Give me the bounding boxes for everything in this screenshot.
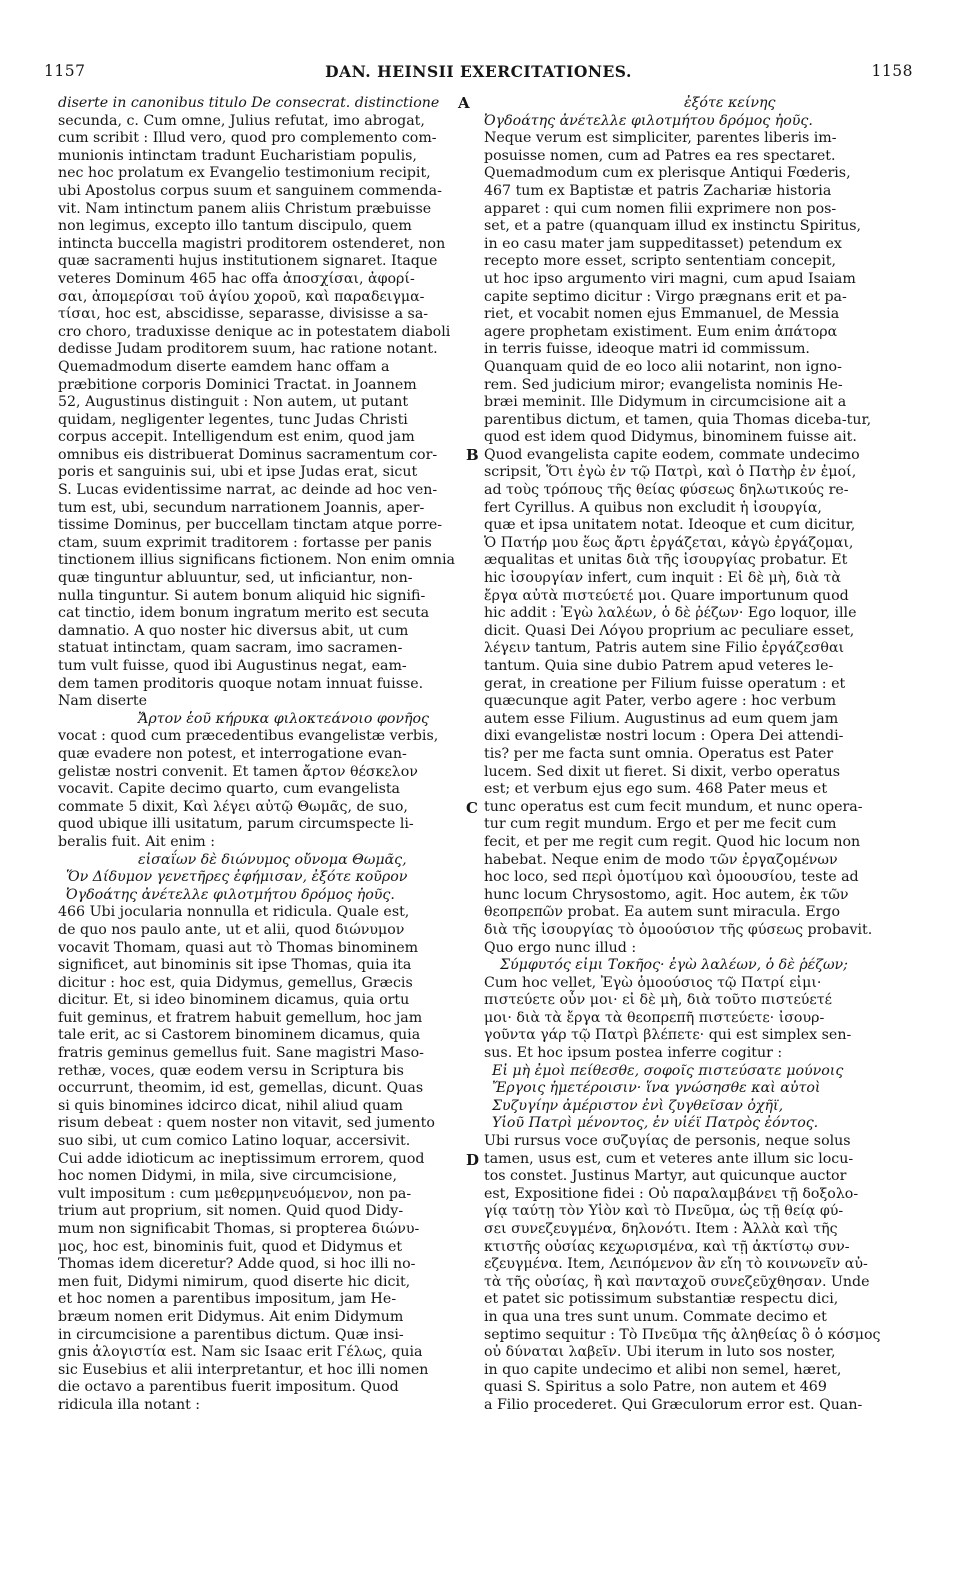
text-line: hoc loco, sed περὶ ὁμοτίμου καὶ ὁμοουσίου, teste ad (484, 869, 859, 886)
text-line: 467 tum ex Baptistæ et patris Zachariæ historia (484, 182, 832, 199)
text-line: fert Cyrillus. A quibus non excludit ἡ ἰσουργία, (484, 499, 822, 516)
text-line: Εἰ μὴ ἐμοὶ πείθεσθε, σοφοῖς πιστεύσατε μούνοις (492, 1062, 844, 1079)
text-line: μος, hoc est, binominis fuit, quod et Didymus et (58, 1238, 403, 1255)
text-line: trium aut proprium, sit nomen. Quid quod Didy- (58, 1203, 404, 1220)
text-line: quæ evadere non potest, et interrogatione evan- (58, 745, 407, 762)
text-line: munionis intinctam tradunt Eucharistiam populis, (58, 147, 417, 164)
text-line: 466 Ubi jocularia nonnulla et ridicula. Quale est, (58, 904, 410, 921)
text-line: quod ubique illi usitatum, parum circumspecte li- (58, 816, 414, 833)
text-line: rem. Sed judicium miror; evangelista nominis He- (484, 376, 843, 393)
text-line: tos constet. Justinus Martyr, aut quicunque auctor (484, 1168, 847, 1185)
text-line: dixi evangelistæ nostri locum : Opera Dei attendi- (484, 728, 844, 745)
text-line: vit. Nam intinctum panem aliis Christum præbuisse (58, 200, 432, 217)
right-page-number: 1158 (871, 62, 913, 80)
left-page-number: 1157 (44, 62, 86, 80)
text-line: occurrunt, theomim, id est, gemellas, dicunt. Quas (58, 1080, 424, 1097)
text-line: Ὀγδοάτης ἀνέτελλε φιλοτμήτου δρόμος ἠοῦς. (66, 886, 395, 903)
text-line: ut hoc ipso argumento viri magni, cum apud Isaiam (484, 270, 856, 287)
margin-letter-b: B (466, 446, 479, 464)
text-line: posuisse nomen, cum ad Patres ea res spectaret. (484, 147, 836, 164)
text-line: dem tamen proditoris quoque notam innuat fuisse. (58, 675, 424, 692)
text-line: lucem. Sed dixit ut fieret. Si dixit, verbo operatus (484, 763, 841, 780)
text-line: die octavo a parentibus fuerit impositum. Quod (58, 1379, 399, 1396)
text-line: in eo casu mater jam suppeditasset) petendum ex (484, 235, 842, 252)
text-line: tissime Dominus, per buccellam tinctam atque porre- (58, 517, 443, 534)
text-line: hoc nomen Didymi, in mila, sive circumcisione, (58, 1168, 397, 1185)
text-line: γίᾳ ταύτῃ τὸν Υἱὸν καὶ τὸ Πνεῦμα, ὡς τῇ θείᾳ φύ- (484, 1203, 844, 1220)
text-line: commate 5 dixit, Καὶ λέγει αὐτῷ Θωμᾶς, de suo, (58, 798, 408, 815)
text-line: septimo sequitur : Τὸ Πνεῦμα τῆς ἀληθείας ὃ ὁ κόσμος (484, 1326, 881, 1343)
text-line: Quemadmodum cum ex plerisque Antiqui Fœderis, (484, 165, 851, 182)
text-line: Ὁ Πατήρ μου ἕως ἄρτι ἐργάζεται, κἀγὼ ἐργάζομαι, (484, 534, 854, 551)
left-text-column (58, 95, 466, 1415)
text-line: nec hoc prolatum ex Evangelio testimonium recipit, (58, 165, 431, 182)
text-line: hunc locum Chrysostomo, agit. Hoc autem, ἐκ τῶν (484, 886, 849, 903)
margin-letter-d: D (466, 1151, 480, 1169)
text-line: a Filio procederet. Qui Græculorum error est. Quan- (484, 1396, 863, 1413)
text-line: rethæ, voces, quæ eodem versu in Scriptura bis (58, 1062, 404, 1079)
text-line: quæcunque agit Pater, verbo agere : hoc verbum (484, 693, 837, 710)
text-line: Υἱοῦ Πατρὶ μένοντος, ἐν υἱέϊ Πατρὸς ἐόντος. (492, 1115, 819, 1132)
text-line: 52, Augustinus distinguit : Non autem, ut putant (58, 394, 409, 411)
text-line: vocavit. Capite decimo quarto, cum evangelista (58, 781, 401, 798)
text-line: S. Lucas evidentissime narrat, ac deinde ad hoc ven- (58, 482, 438, 499)
text-line: vocavit Thomam, quasi aut τὸ Thomas binominem (58, 939, 419, 956)
text-line: Ὅν Δίδυμον γενετῆρες ἐφήμισαν, ἐξότε κοῦρον (66, 869, 408, 886)
running-title: DAN. HEINSII EXERCITATIONES. (325, 62, 632, 81)
text-line: ad τοὺς τρόπους τῆς θείας φύσεως δηλωτικούς re- (484, 482, 849, 499)
text-line: men fuit, Didymi nimirum, quod diserte hic dicit, (58, 1273, 411, 1290)
margin-letter-a: A (458, 94, 470, 112)
text-line: quod est idem quod Didymus, binominem fuisse ait. (484, 429, 857, 446)
text-line: in terris fuisse, ideoque matri id commissum. (484, 341, 810, 358)
text-line: beralis fuit. Ait enim : (58, 833, 216, 850)
text-line: de quo nos paulo ante, ut et alii, quod διώνυμον (58, 921, 405, 938)
text-line: mum non significabit Thomas, si propterea διώνυ- (58, 1221, 420, 1237)
text-line: διὰ τῆς ἰσουργίας τὸ ὁμοούσιον τῆς φύσεως probavit. (484, 921, 873, 938)
text-line: σει συνεζευγμένα, δηλονότι. Item : Ἀλλὰ καὶ τῆς (484, 1221, 838, 1237)
text-line: scripsit, Ὅτι ἐγὼ ἐν τῷ Πατρὶ, καὶ ὁ Πατὴρ ἐν ἐμοί, (484, 464, 857, 481)
text-line: dicitur : hoc est, quia Didymus, gemellus, Græcis (58, 974, 413, 991)
text-line: hic addit : Ἐγὼ λαλέων, ὁ δὲ ῥέζων· Ego loquor, ille (484, 605, 857, 622)
text-line: et hoc nomen a parentibus impositum, jam He- (58, 1291, 397, 1308)
text-line: Ἄρτον ἑοῦ κήρυκα φιλοκτεάνοιο φονῆος (138, 710, 429, 727)
text-line: fecit, et per me regit cum regit. Quod hic locum non (484, 833, 861, 850)
text-line: et patet sic potissimum substantiæ respectu dici, (484, 1291, 839, 1308)
text-line: bræi meminit. Ille Didymum in circumcisione ait a (484, 394, 847, 411)
text-line: Ὀγδοάτης ἀνέτελλε φιλοτμήτου δρόμος ἠοῦς. (484, 112, 813, 129)
text-line: nulla tinguntur. Si autem bonum aliquid hic signifi- (58, 587, 426, 604)
text-line: Σύμφυτός εἰμι Τοκῆος· ἐγὼ λαλέων, ὁ δὲ ῥέζων; (500, 957, 848, 974)
text-line: γοῦντα γάρ τῷ Πατρὶ βλέπετε· qui est simplex sen- (484, 1027, 852, 1044)
margin-letter-c: C (466, 799, 478, 817)
right-text-column (484, 95, 902, 1415)
text-line: tantum. Quia sine dubio Patrem apud veteres le- (484, 658, 834, 674)
text-line: risum debeat : quem noster non vitavit, sed jumento (58, 1115, 435, 1132)
text-line: hic ἰσουργίαν infert, cum inquit : Εἰ δὲ μὴ, διὰ τὰ (484, 570, 841, 587)
text-line: κτιστῆς οὐσίας κεχωρισμένα, καὶ τῇ ἀκτίστῳ συν- (484, 1238, 850, 1255)
text-line: εἰσαΐων δὲ διώνυμος οὔνομα Θωμᾶς, (138, 851, 407, 868)
text-line: significet, aut binominis sit ipse Thomas, quia ita (58, 957, 412, 974)
text-line: Συζυγίην ἀμέριστον ἐνὶ ζυγθεῖσαν ὀχῆϊ, (492, 1097, 784, 1114)
text-line: quæ sacramenti hujus institutionem signaret. Itaque (58, 253, 438, 270)
text-line: si quis binomines idcirco dicat, nihil aliud quam (58, 1097, 403, 1114)
text-line: tum est, ubi, secundum narrationem Joannis, aper- (58, 499, 425, 516)
text-line: Ἔργοις ἡμετέροισιν· ἵνα γνώσησθε καὶ αὐτοὶ (492, 1080, 821, 1097)
text-line: corpus accepit. Intelligendum est enim, quod jam (58, 429, 415, 446)
text-line: εζευγμένα. Item, Λειπόμενον ἂν εἴη τὸ κοινωνεῖν αὐ- (484, 1256, 868, 1273)
text-line: in quo capite undecimo et alibi non semel, hæret, (484, 1361, 842, 1378)
text-line: πιστεύετε οὖν μοι· εἰ δὲ μὴ, διὰ τοῦτο πιστεύετέ (484, 992, 832, 1009)
text-line: agere prophetam existiment. Eum enim ἀπάτορα (484, 323, 838, 340)
text-line: dedisse Judam proditorem suum, hac ratione notant. (58, 341, 438, 358)
text-line: quidam, negligenter legentes, tunc Judas Christi (58, 411, 408, 428)
text-line: fratris geminus gemellus fuit. Sane magistri Maso- (58, 1045, 424, 1062)
text-line: Quo ergo nunc illud : (484, 939, 637, 956)
text-line: habebat. Neque enim de modo τῶν ἐργαζομένων (484, 851, 838, 868)
text-line: τίσαι, hoc est, abscidisse, separasse, divisisse a sa- (58, 306, 429, 323)
text-line: riet, et vocabit nomen ejus Emmanuel, de Messia (484, 306, 840, 323)
text-line: οὐ δύναται λαβεῖν. Ubi iterum in luto sos noster, (484, 1344, 836, 1361)
text-line: in qua una tres sunt unum. Commate decimo et (484, 1308, 827, 1325)
text-line: ἔργα αὐτὰ πιστεύετέ μοι. Quare importunum quod (484, 587, 849, 604)
text-line: præbitione corporis Dominici Tractat. in Joannem (58, 376, 417, 393)
text-line: recepto more esset, scripto sententiam concepit, (484, 253, 836, 270)
text-line: gnis ἀλογιστία est. Nam sic Isaac erit Γέλως, quia (58, 1344, 423, 1361)
text-line: veteres Dominum 465 hac offa ἀποσχίσαι, ἀφορί- (58, 270, 415, 287)
text-line: Ubi rursus voce συζυγίας de personis, neque solus (484, 1133, 851, 1150)
text-line: est, Expositione fidei : Οὐ παραλαμβάνει τῇ δοξολο- (484, 1185, 859, 1202)
text-line: τὰ τῆς οὐσίας, ἢ καὶ πανταχοῦ συνεζεῦχθησαν. Unde (484, 1273, 870, 1290)
text-line: damnatio. A quo noster hic diversus abit, ut cum (58, 622, 409, 639)
text-line: æqualitas et unitas διὰ τῆς ἰσουργίας probatur. Et (484, 552, 848, 569)
text-line: tinctionem illius significans fictionem. Non enim omnia (58, 552, 456, 569)
text-line: statuat intinctam, quam sacram, imo sacramen- (58, 640, 403, 657)
text-line: tis? per me facta sunt omnia. Operatus est Pater (484, 745, 834, 762)
text-line: parentibus dictum, et tamen, quia Thomas diceba-tur, (484, 411, 872, 428)
text-line: Quemadmodum diserte eamdem hanc offam a (58, 358, 390, 375)
text-line: autem esse Filium. Augustinus ad eum quem jam (484, 710, 839, 727)
text-line: μοι· διὰ τὰ ἔργα τὰ θεοπρεπῆ πιστεύετε· ἰσουρ- (484, 1009, 825, 1026)
text-line: tamen, usus est, cum et veteres ante illum sic locu- (484, 1150, 854, 1167)
text-line: suo sibi, ut cum comico Latino loquar, accersivit. (58, 1133, 411, 1150)
text-line: quasi S. Spiritus a solo Patre, non autem et 469 (484, 1379, 827, 1396)
text-line: ctam, suum exprimit traditorem : fortasse per panis (58, 534, 432, 551)
text-line: ubi Apostolus corpus suum et sanguinem commenda- (58, 182, 442, 199)
text-line: tale erit, ac si Castorem binominem dicamus, quia (58, 1027, 421, 1044)
text-line: in circumcisione a parentibus dictum. Quæ insi- (58, 1326, 404, 1343)
text-line: ridicula illa notant : (58, 1396, 201, 1413)
text-line: set, et a patre (quanquam illud ex instinctu Spiritus, (484, 218, 862, 235)
text-line: Thomas idem diceretur? Adde quod, si hoc illi no- (58, 1256, 416, 1273)
text-line: θεοπρεπῶν probat. Ea autem sunt miracula. Ergo (484, 904, 840, 921)
text-line: quæ et ipsa unitatem notat. Ideoque et cum dicitur, (484, 517, 856, 534)
text-line: fuit geminus, et fratrem habuit gemellum, hoc jam (58, 1009, 423, 1026)
text-line: cat tinctio, idem bonum ingratum merito est secuta (58, 605, 430, 622)
text-line: omnibus eis distribuerat Dominus sacramentum cor- (58, 446, 438, 463)
text-line: diserte in canonibus titulo De consecrat. distinctione (58, 95, 440, 111)
text-line: λέγειν tantum, Patris autem sine Filio ἐργάζεσθαι (484, 640, 845, 657)
text-line: quæ tinguntur abluuntur, sed, ut inficiantur, non- (58, 570, 413, 587)
text-line: sus. Et hoc ipsum postea inferre cogitur : (484, 1045, 783, 1062)
text-line: sic Eusebius et alii interpretantur, et hoc illi nomen (58, 1361, 429, 1378)
text-line: Neque verum est simpliciter, parentes liberis im- (484, 130, 837, 147)
text-line: tur cum regit mundum. Ergo et per me fecit cum (484, 816, 837, 833)
text-line: tunc operatus est cum fecit mundum, et nunc opera- (484, 798, 863, 815)
text-line: capite septimo dicitur : Virgo prægnans erit et pa- (484, 288, 847, 305)
text-line: cro choro, traduxisse denique ac in potestatem diaboli (58, 323, 451, 340)
text-line: dicit. Quasi Dei Λόγου proprium ac peculiare esset, (484, 622, 855, 639)
text-line: Nam diserte (58, 693, 148, 710)
text-line: cum scribit : Illud vero, quod pro complemento com- (58, 130, 437, 147)
text-line: Quod evangelista capite eodem, commate undecimo (484, 446, 860, 463)
text-line: ἐξότε κείνης (684, 95, 776, 111)
text-line: est; et verbum ejus ego sum. 468 Pater meus et (484, 781, 828, 798)
text-line: apparet : qui cum nomen filii exprimere non pos- (484, 200, 837, 217)
text-line: Cum hoc vellet, Ἐγὼ ὁμοούσιος τῷ Πατρί εἰμι· (484, 974, 822, 991)
text-line: intincta buccella magistri proditorem ostenderet, non (58, 235, 446, 252)
text-line: vult impositum : cum μεθερμηνευόμενον, non pa- (58, 1185, 412, 1202)
text-line: vocat : quod cum præcedentibus evangelistæ verbis, (58, 728, 439, 745)
text-line: non legimus, excepto illo tantum discipulo, quem (58, 218, 412, 235)
text-line: bræum nomen erit Didymus. Ait enim Didymum (58, 1308, 404, 1325)
running-header (44, 62, 913, 86)
text-line: gerat, in creatione per Filium fuisse operatum : et (484, 675, 846, 692)
text-line: secunda, c. Cum omne, Julius refutat, imo abrogat, (58, 112, 425, 129)
text-line: Cui adde idioticum ac ineptissimum errorem, quod (58, 1150, 425, 1167)
text-line: σαι, ἀπομερίσαι τοῦ ἁγίου χοροῦ, καὶ παραδειγμα- (58, 288, 425, 305)
text-line: poris et sanguinis sui, ubi et ipse Judas erat, sicut (58, 464, 418, 481)
text-line: gelistæ nostri convenit. Et tamen ἄρτον θέσκελον (58, 763, 418, 780)
text-line: dicitur. Et, si ideo binominem dicamus, quia ortu (58, 992, 410, 1009)
text-line: Quanquam quid de eo loco alii notarint, non igno- (484, 358, 842, 375)
text-line: tum vult fuisse, quod ibi Augustinus negat, eam- (58, 658, 407, 674)
